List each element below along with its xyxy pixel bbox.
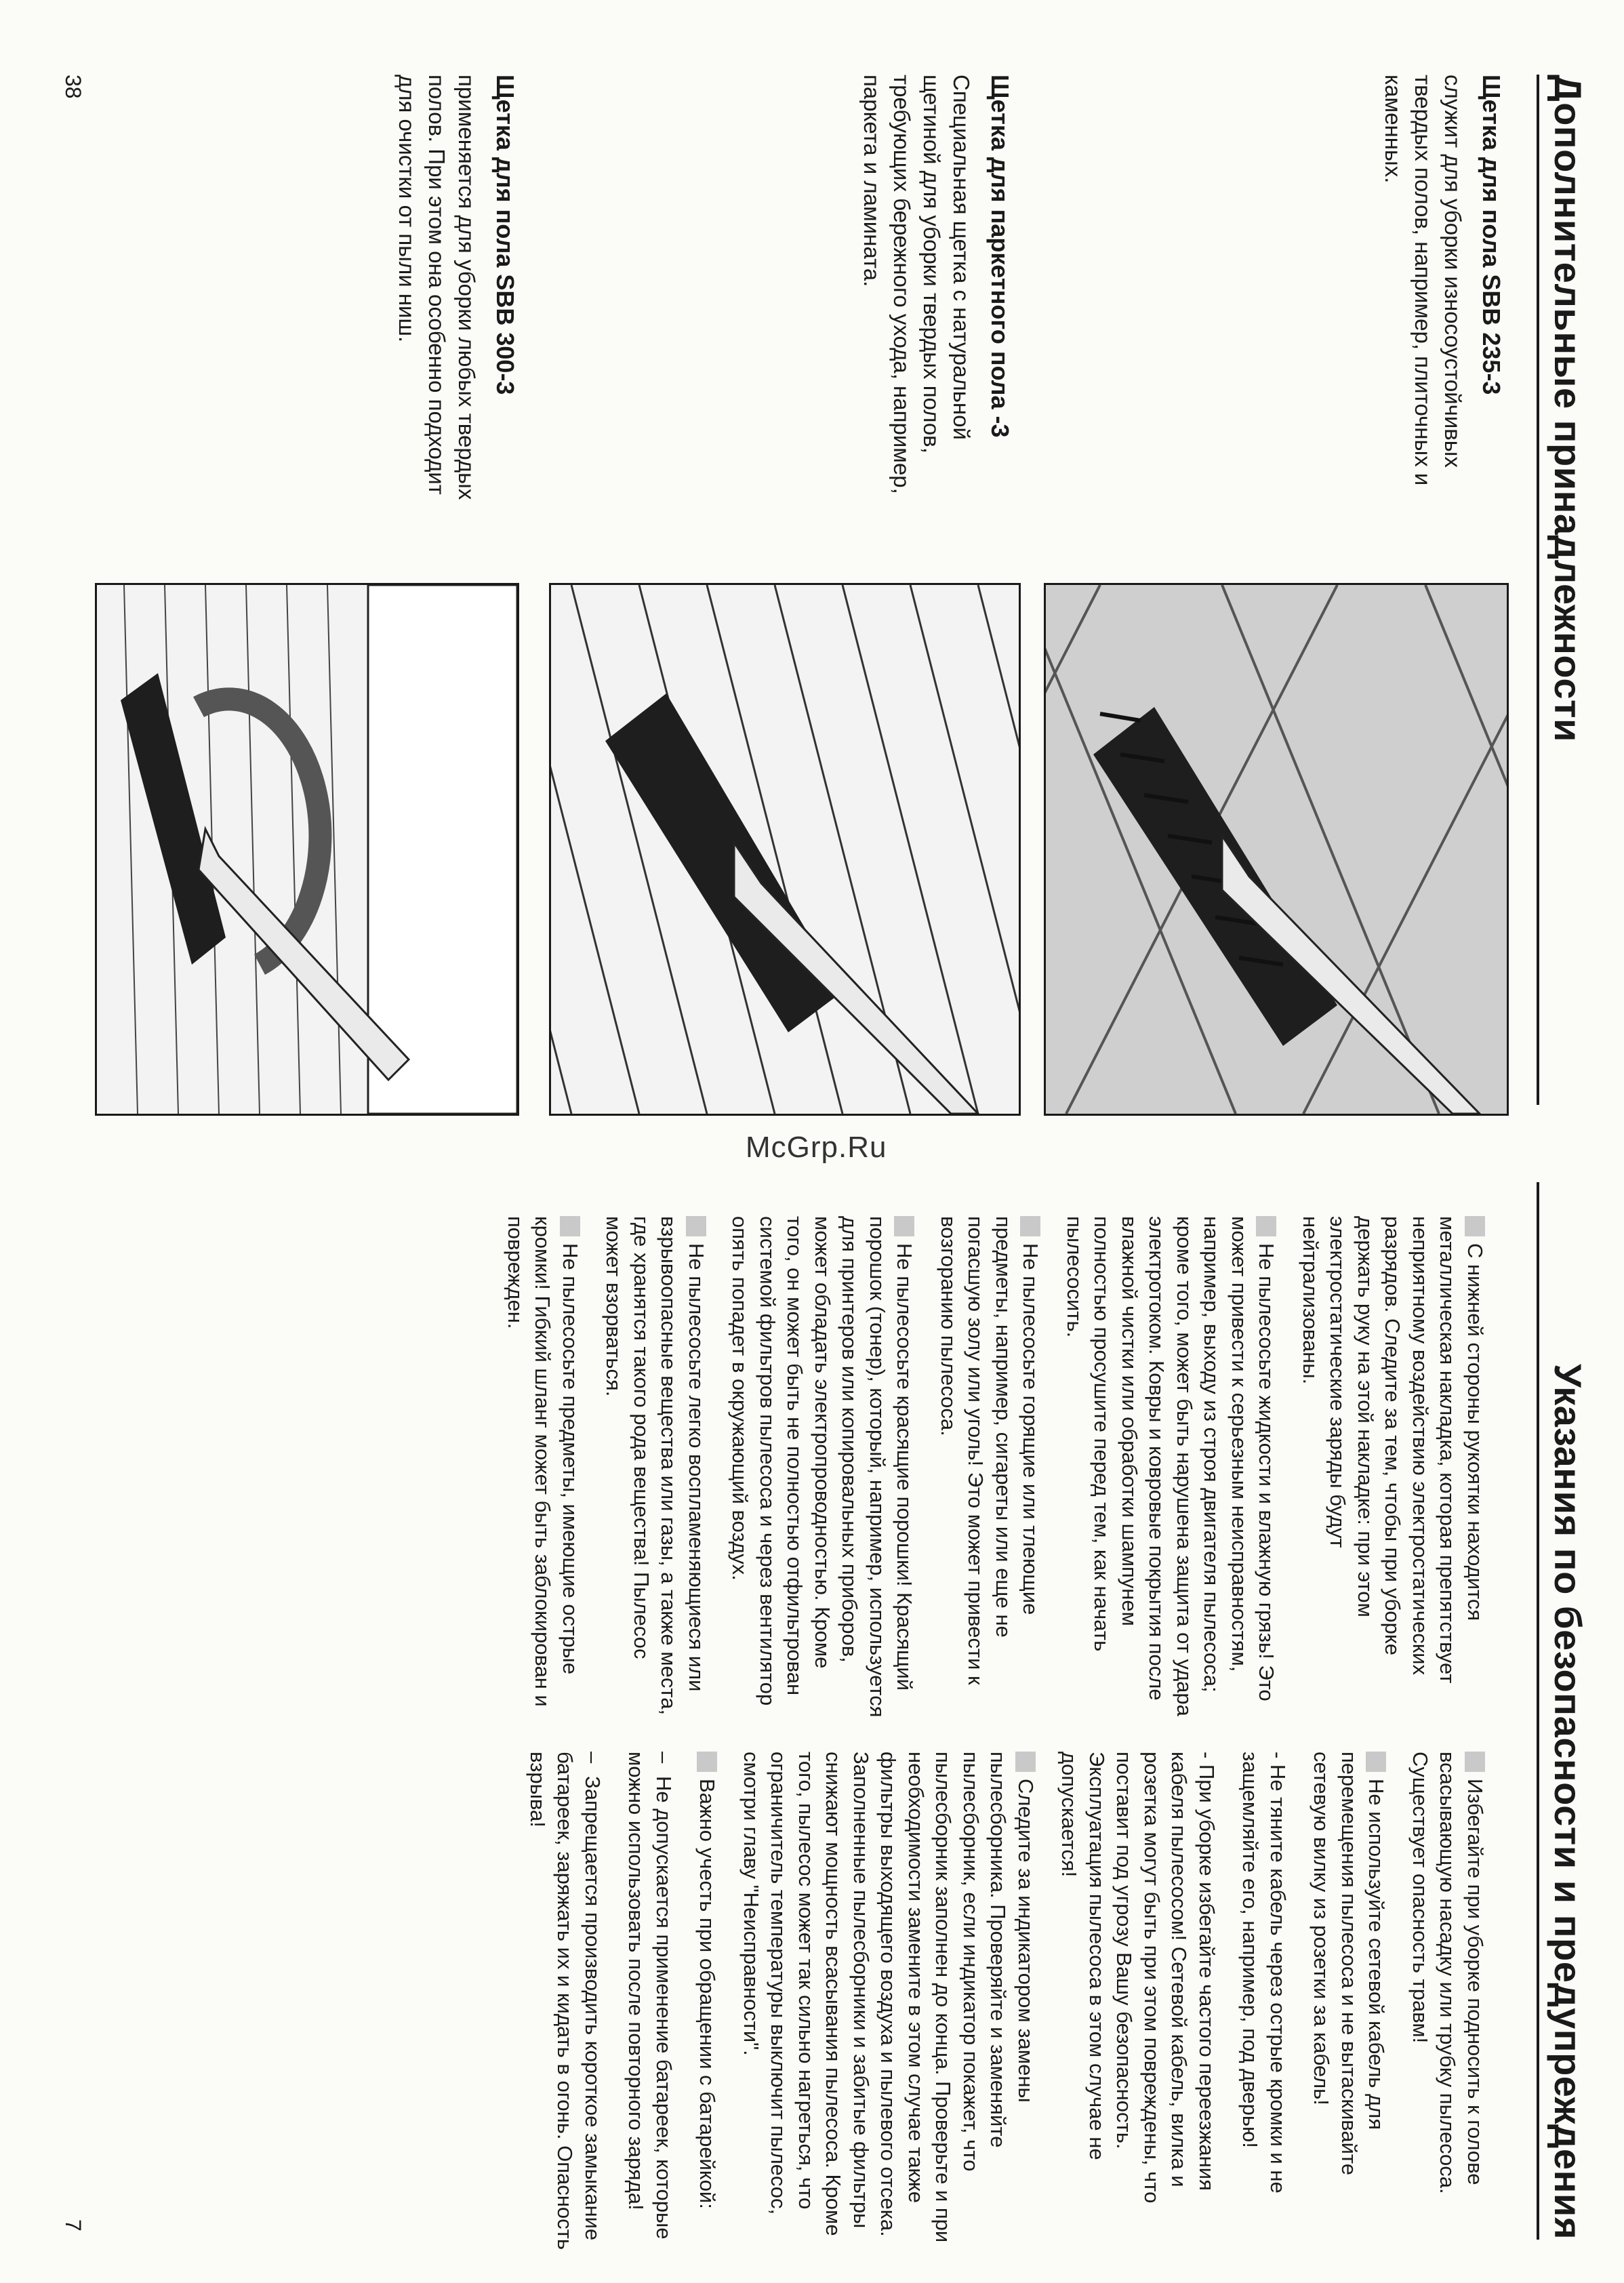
section-sbb-235 (1378, 75, 1505, 515)
watermark: McGrp.Ru (746, 1131, 887, 1164)
section-parquet (857, 75, 1014, 515)
bullet-square-icon (686, 1216, 706, 1236)
section-sbb-300 (392, 75, 519, 515)
warning-item: Следите за индикатором замены пылесборника. Проверяйте и заменяйте пылесборник, если индикатор покажет, что пылесборник заполнен до конца. Проверьте и при необходимости замените в этом случае также фильтры выходящего воздуха и пылевого отсека. Заполненные пылесборники и забитые фильтры снижают мощность всасывания пылесоса. Кроме того, пылесос может так сильно нагреться, что ограничитель температуры выключит пылесос, смотри главу "Неисправности". (739, 1752, 1038, 2243)
section-heading: Щетка для пола SBB 300-3 (491, 75, 519, 395)
battery-rule: –Не допускается применение батареек, которые можно использовать после повторного заряда! (624, 1752, 676, 2240)
bullet-square-icon (1257, 1216, 1277, 1236)
warning-subitem: - При уборке избегайте частого переезжания кабеля пылесосом! Сетевой кабель, вилка и розетка могут быть при этом повреждены, что поставит под угрозу Вашу безопасность. Эксплуатация пылесоса в этом случае не допускается! (1057, 1752, 1219, 2204)
right-page (0, 1142, 1624, 2283)
battery-rule: –Запрещается производить короткое замыкание батареек, заряжать их и кидать в огонь. Опасность взрыва! (526, 1752, 605, 2250)
figure-tile-brush (1044, 583, 1509, 1116)
warning-subitem: - Не тяните кабель через острые кромки и не защемляйте его, например, под дверью! (1238, 1752, 1290, 2194)
page-number: 38 (61, 75, 85, 99)
figure-parquet-brush (549, 583, 1021, 1116)
warning-item: С нижней стороны рукоятки находится металлическая накладка, которая препятствует неприятному воздействию электростатических разрядов. Следите за тем, чтобы при уборке держать руку на этой накладке: при этом электростатические заряды будут нейтрализованы. (1299, 1216, 1487, 1684)
section-heading: Щетка для паркетного пола -3 (986, 75, 1014, 438)
bullet-square-icon (1015, 1752, 1036, 1772)
figure-rotating-brush (95, 583, 519, 1116)
brush-on-parquet-floor-illustration (551, 585, 1019, 1114)
bullet-square-icon (1465, 1216, 1485, 1236)
bullet-square-icon (1366, 1752, 1387, 1772)
warning-item: Важно учесть при обращении с батарейкой: (693, 1752, 721, 2253)
bullet-square-icon (1465, 1752, 1485, 1772)
dash-bullet-icon: – (652, 1752, 676, 1764)
bullet-square-icon (895, 1216, 915, 1236)
warning-item: Не используйте сетевой кабель для перемещения пылесоса и не вытаскивайте сетевую вилку из розетки за кабель! (1310, 1752, 1389, 2176)
page-number: 7 (61, 2219, 85, 2231)
brush-rotating-under-furniture-illustration (97, 585, 517, 1114)
warnings-column-1 (485, 1216, 1489, 1718)
warning-item: Не пылесосьте горящие или тлеющие предметы, например, сигареты или еще не погасшую золу или уголь! Это может привести к возгоранию пылесоса. (937, 1216, 1043, 1685)
section-text: служит для уборки износоустойчивых твердых полов, например, плиточных и каменных. (1381, 75, 1465, 486)
section-text: применяется для уборки любых твердых полов. При этом она особенно подходит для очистки от пыли ниш. (394, 75, 479, 500)
warning-item: Не пылесосьте легко воспламеняющиеся или взрывоопасные вещества или газы, а также места, где хранятся такого рода вещества! Пылесос может взорваться. (602, 1216, 708, 1716)
bullet-square-icon (697, 1752, 718, 1772)
warning-item: Избегайте при уборке подносить к голове всасывающую насадку или трубку пылесоса. Существует опасность травм! (1408, 1752, 1487, 2194)
brush-on-tile-floor-illustration (1046, 585, 1507, 1114)
bullet-square-icon (1021, 1216, 1041, 1236)
section-text: Специальная щетка с натуральной щетиной для уборки твердых полов, требующих бережного ухода, например, паркета и ламината. (859, 75, 974, 494)
section-heading: Щетка для пола SBB 235-3 (1478, 75, 1505, 395)
dash-bullet-icon: – (581, 1752, 605, 1764)
warning-item: Не пылесосьте предметы, имеющие острые кромки! Гибкий шланг может быть заблокирован и поврежден. (504, 1216, 582, 1707)
page-title: Указания по безопасности и предупреждения (1537, 1182, 1590, 2240)
page-title: Дополнительные принадлежности (1537, 75, 1590, 1105)
bullet-square-icon (560, 1216, 580, 1236)
warning-item: Не пылесосьте красящие порошки! Красящий порошок (тонер), который, например, используется для принтеров или копировальных приборов, может обладать электропроводностью. Кроме того, он может быть не полностью отфильтрован системой фильтров пылесоса и через вентилятор опять попадет в окружающий воздух. (728, 1216, 917, 1718)
warning-item: Не пылесосьте жидкости и влажную грязь! Это может привести к серьезным неисправностям, например, выходу из строя двигателя пылесоса; кроме того, может быть нарушена защита от удара электротоком. Ковры и ковровые покрытия после влажной чистки или обработки шампунем полностью просушите перед тем, как начать пылесосить. (1063, 1216, 1279, 1716)
warnings-column-2 (508, 1752, 1489, 2253)
